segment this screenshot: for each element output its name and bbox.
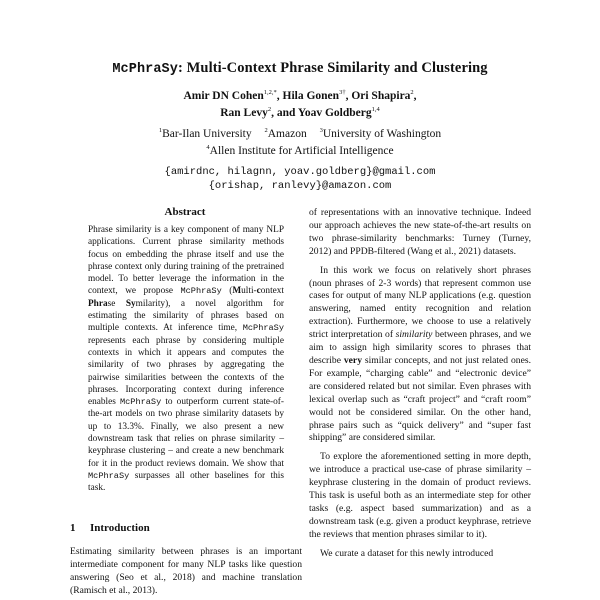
abstract-text: to outperform current state-of-the-art models on two phrase similarity datasets by up to 13.3%. Finally, we also present a new downstream task that relies on phrase similarity – keyphrase clustering – and create a new benchmark for it in the product reviews domain. We show that [88,397,284,469]
abstract-text: represents each phrase by considering multiple contexts in which it appears and computes the similarity of two phrases by aggregating the pairwise similarities between the contexts of the phrases. Incorporating context during inference enables [88,335,284,408]
affiliation-line-1 [0,124,600,141]
author-name: and Yoav Goldberg [276,106,372,119]
author-list [0,86,600,120]
abstract-text: ( [221,286,233,297]
system-name: McPhraSy [119,397,162,408]
system-name: McPhraSy [242,323,284,334]
acronym-letter: Phra [88,298,108,309]
paragraph [309,265,531,446]
author-line-2: Ran Levy$^2$, and Yoav Goldberg$^{1,4}$ [220,105,380,119]
affil-sup: 3 [319,127,323,134]
intro-paragraph-left: Estimating similarity between phrases is an important intermediate component for many NLP tasks like question answering (Seo et al., 2018) and machine translation (Ramisch et al., 2013). [70,546,302,596]
abstract-text: ulti- [241,286,257,297]
author-sup: 2 [410,89,414,96]
author-name: Hila Gonen [282,89,340,102]
affil-sup: 4 [206,143,210,151]
author-sup: 1,2,* [263,89,277,96]
email-line: {orishap, ranlevy}@amazon.com [208,180,392,192]
acronym-letter: M [232,286,242,297]
system-name: McPhraSy [88,470,130,481]
author-sup: 3† [339,89,346,96]
author-line-1: Amir DN Cohen$^{1,2,*}$, Hila Gonen$^{3\dagger}$, Ori Shapira$^2$, [183,89,417,102]
emphasis: similarity [395,329,433,341]
section-number: 1 [70,522,76,534]
abstract-text: Phrase similarity is a key component of many NLP applications. Current phrase similarity methods focus on embedding the phrase itself and use the phrase context only during training of the pretrained model. To better leverage the information in the context, we propose [88,225,284,297]
title-system-name: McPhraSy [112,62,178,77]
affiliation: Amazon [267,127,307,140]
affiliation-line-2 [0,141,600,158]
paper-title [0,60,600,77]
abstract-text: surpasses all other baselines for this task. [88,470,284,494]
section-heading-introduction [70,522,150,534]
acronym-letter: c [256,286,261,297]
paragraph-text: similar concepts, and not just related ones. For example, “charging cable” and “electronic device” are considered related but not similar. Even phrases with lexical overlap such as “craft project” and “craft room” would not be considered similar. On the other hand, phrase pairs such as “quick delivery” and “super fast shipping” are considered similar. [309,354,531,444]
email-line: {amirdnc, hilagnn, yoav.goldberg}@gmail.com [164,166,436,178]
section-title: Introduction [90,522,150,534]
abstract-heading: Abstract [164,206,206,218]
affiliation: University of Washington [322,127,442,140]
author-sup: 1,4 [371,105,380,113]
author-emails [0,165,600,193]
abstract-body [88,224,284,495]
abstract-text: milarity), a novel algorithm for estimating the similarity of phrases based on multiple contexts. At inference time, [88,298,284,334]
affiliation: Bar-Ilan University [162,127,252,140]
paragraph: We curate a dataset for this newly introduced [320,547,494,559]
author-name: Ori Shapira [351,89,411,102]
paragraph-text: between phrases, and we aim to assign high similarity scores to phrases that describe [309,329,531,366]
abstract-text: ontext [260,286,285,297]
paragraph-text: In this work we focus on relatively short phrases (noun phrases of 2-3 words) that represent common use cases for output of many NLP applications (e.g. question answering, named entity recognition and relation extraction). Furthermore, we choose to use a relatively strict interpretation of [309,264,531,341]
affiliation: Allen Institute for Artificial Intelligence [209,144,394,157]
system-name: McPhraSy [180,286,222,297]
paragraph: To explore the aforementioned setting in more depth, we introduce a practical use-case of phrase similarity – keyphrase clustering in the domain of product reviews. This task is useful both as an intermediate step for other tasks (e.g. aspect based summarization) and as a downstream task (e.g. given a product keyphrase, retrieve the reviews that mention phrases similar to it). [309,451,531,540]
abstract-text: se [107,298,126,309]
paragraph: of representations with an innovative technique. Indeed our approach achieves the new state-of-the-art results on two phrase-similarity benchmarks: Turney (Turney, 2012) and PPDB-filtered (Wang et al., 2021) datasets. [309,207,531,257]
affiliations [0,124,600,158]
affil-sup: 2 [264,127,268,134]
affil-sup: 1 [158,127,163,134]
right-column [309,207,531,567]
bold-word: very [343,354,362,366]
acronym-letter: Sy [125,298,136,309]
author-name: Amir DN Cohen [183,89,264,102]
title-text: : Multi-Context Phrase Similarity and Clustering [177,60,488,76]
author-name: Ran Levy [220,106,268,119]
author-sup: 2 [267,105,272,113]
